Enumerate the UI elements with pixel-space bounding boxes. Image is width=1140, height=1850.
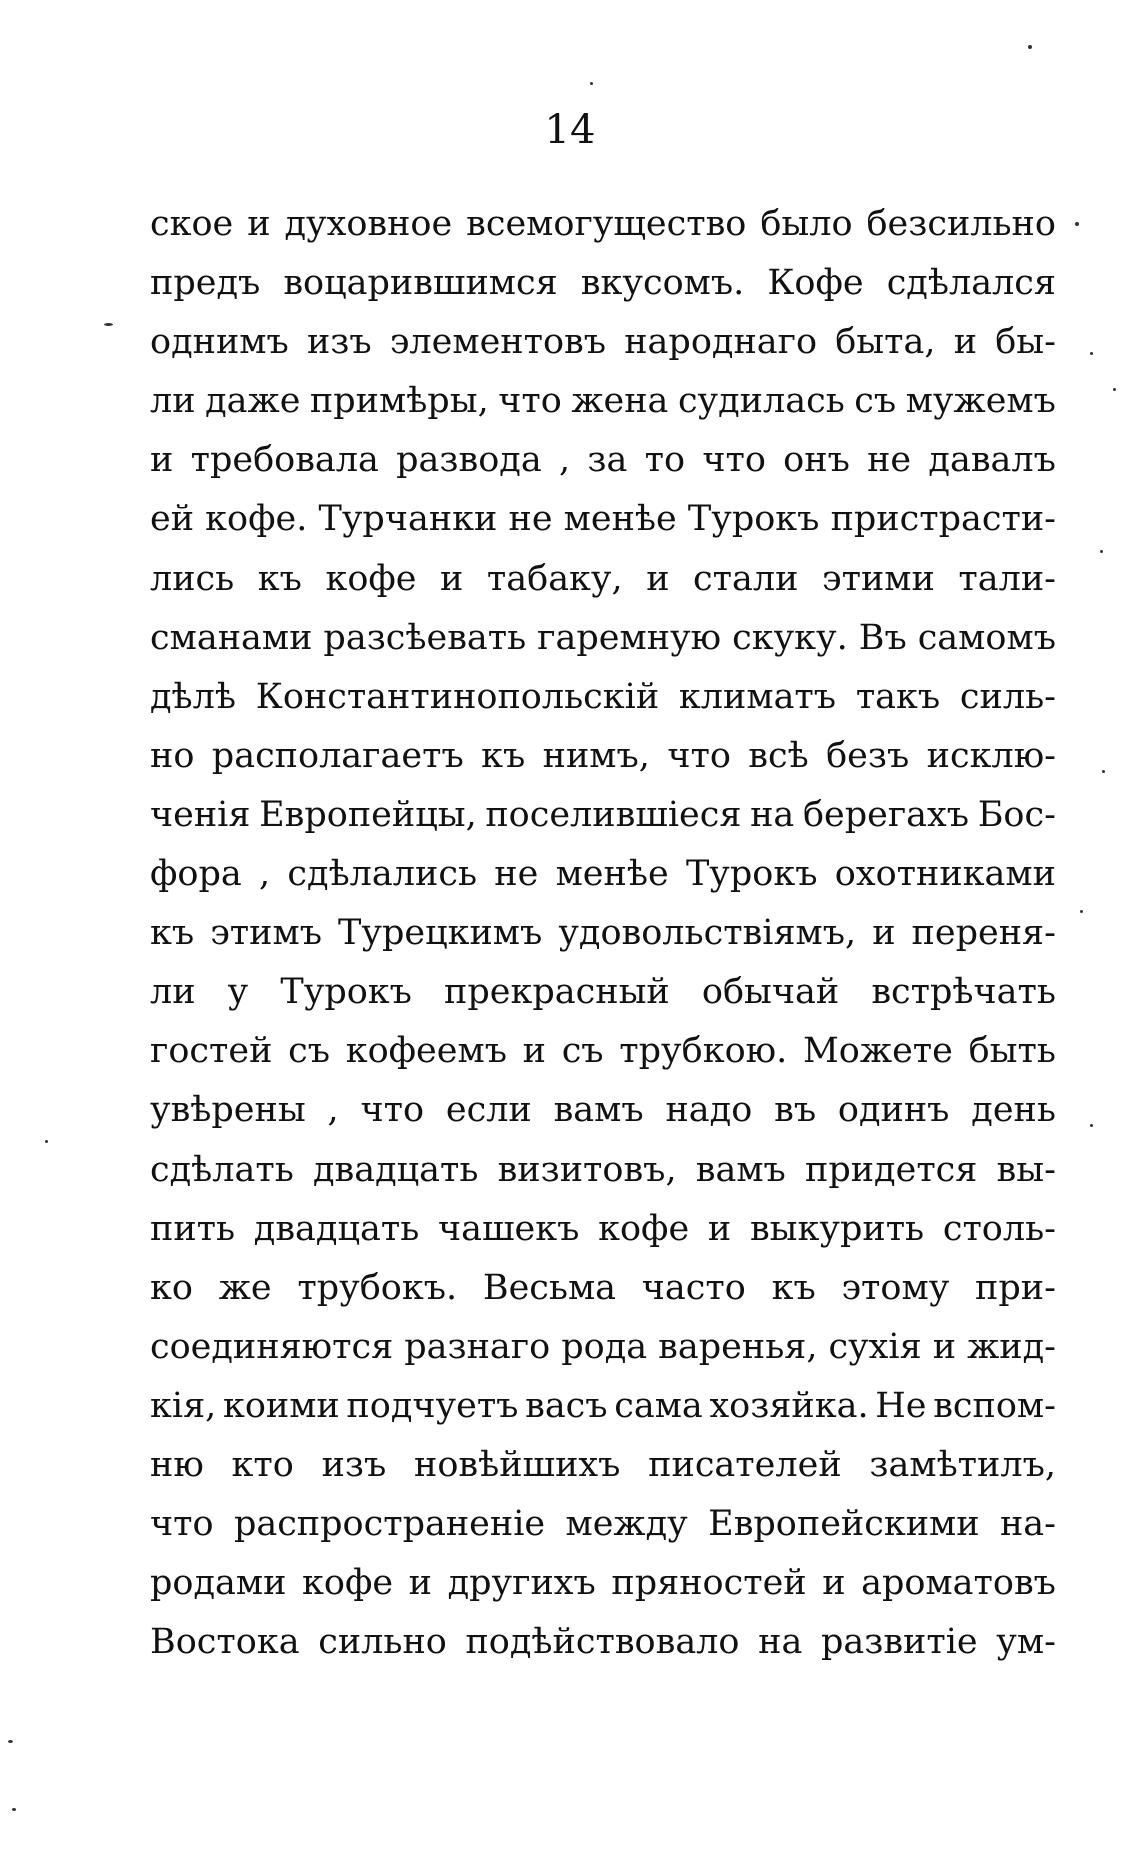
word: увѣрены <box>150 1090 306 1131</box>
word: , <box>327 1090 339 1131</box>
word: Турокъ <box>685 854 818 895</box>
word: при- <box>975 1267 1056 1308</box>
word: ко <box>150 1267 193 1308</box>
word: съ <box>561 1031 604 1072</box>
text-line <box>150 727 1056 786</box>
word: Турецкимъ <box>338 913 543 954</box>
word: Турокъ <box>280 972 412 1013</box>
word: лись <box>150 558 235 599</box>
text-line <box>150 1436 1056 1495</box>
word: Европейскими <box>708 1504 980 1545</box>
word: писателей <box>648 1444 842 1485</box>
word: надо <box>665 1090 753 1131</box>
word: къ <box>481 735 526 776</box>
text-line <box>150 254 1056 313</box>
text-line <box>150 1081 1056 1140</box>
word: коими <box>222 1385 340 1426</box>
word: чашекъ <box>437 1208 580 1249</box>
word: кто <box>231 1444 294 1485</box>
word: элементовъ <box>389 322 607 363</box>
word: кофе <box>598 1208 690 1249</box>
word: разнаго <box>404 1326 551 1367</box>
word: быта, <box>835 322 936 363</box>
word: и <box>408 1563 432 1604</box>
word: не <box>508 499 553 540</box>
print-speck <box>104 323 113 326</box>
word: на <box>758 1622 803 1663</box>
word: этимъ <box>210 913 322 954</box>
word: изъ <box>306 322 372 363</box>
page-number: 14 <box>544 107 596 153</box>
word: къ <box>150 913 195 954</box>
word: столь- <box>942 1208 1056 1249</box>
word: кія, <box>150 1385 217 1426</box>
word: въ <box>774 1090 817 1131</box>
text-line <box>150 963 1056 1022</box>
word: охотниками <box>834 854 1056 895</box>
word: къ <box>257 558 302 599</box>
print-speck <box>1080 910 1083 913</box>
word: судилась <box>677 381 845 422</box>
text-line <box>150 786 1056 845</box>
text-line <box>150 1495 1056 1554</box>
text-line <box>150 904 1056 963</box>
text-line <box>150 1022 1056 1081</box>
word: располагаетъ <box>211 735 464 776</box>
word: двадцать <box>253 1208 420 1249</box>
word: трубкою. <box>619 1031 788 1072</box>
word: ароматовъ <box>861 1563 1056 1604</box>
word: табаку, <box>486 558 623 599</box>
word: гаремную <box>537 617 722 658</box>
word: что <box>150 1504 214 1545</box>
word: не <box>867 440 912 481</box>
word: однимъ <box>150 322 289 363</box>
word: хозяйка. <box>709 1385 869 1426</box>
word: Турокъ <box>687 499 820 540</box>
word: было <box>760 204 853 244</box>
word: и <box>646 558 670 599</box>
text-line <box>150 1318 1056 1377</box>
word: климатъ <box>678 676 837 717</box>
word: развитіе <box>820 1622 978 1663</box>
word: быть <box>968 1031 1056 1072</box>
text-line <box>150 609 1056 668</box>
word: онъ <box>783 440 850 481</box>
word: переня- <box>911 913 1056 954</box>
word: сухія <box>828 1326 922 1367</box>
word: визитовъ, <box>497 1149 677 1190</box>
word: менѣе <box>563 499 677 540</box>
word: Весьма <box>482 1267 617 1308</box>
word: за <box>587 440 628 481</box>
word: другихъ <box>447 1563 596 1604</box>
word: народнаго <box>624 322 818 363</box>
word: развода <box>396 440 542 481</box>
word: и <box>872 913 896 954</box>
word: рода <box>561 1326 648 1367</box>
word: удовольствіямъ, <box>558 913 857 954</box>
word: новѣйшихъ <box>414 1444 621 1485</box>
word: вкусомъ. <box>580 263 745 304</box>
word: на <box>750 794 795 835</box>
word: сама <box>614 1385 703 1426</box>
word: даже <box>205 381 301 422</box>
word: кофе <box>302 1563 394 1604</box>
word: съ <box>288 1031 330 1072</box>
word: и <box>440 558 464 599</box>
text-line <box>150 490 1056 549</box>
word: стали <box>693 558 799 599</box>
word: , <box>259 854 271 895</box>
word: сдѣлать <box>150 1149 294 1190</box>
word: безсильно <box>866 204 1056 244</box>
word: одинъ <box>837 1090 950 1131</box>
word: гостей <box>150 1031 273 1072</box>
text-line <box>150 668 1056 727</box>
word: подчуетъ <box>346 1385 519 1426</box>
word: жена <box>571 381 669 422</box>
word: подѣйствовало <box>465 1622 740 1663</box>
word: и <box>707 1208 732 1249</box>
print-speck <box>1075 222 1079 226</box>
print-speck <box>1028 45 1032 49</box>
word: примѣры, <box>309 381 489 422</box>
word: то <box>644 440 686 481</box>
text-line <box>150 1377 1056 1436</box>
word: прекрасный <box>444 972 670 1013</box>
word: всѣ <box>748 735 809 776</box>
word: Востока <box>150 1622 300 1663</box>
word: сдѣлался <box>886 263 1056 304</box>
word: давалъ <box>928 440 1056 481</box>
word: пристрасти- <box>830 499 1056 540</box>
word: такъ <box>855 676 941 717</box>
word: и <box>522 1031 546 1072</box>
word: духовное <box>284 204 453 244</box>
word: исклю- <box>926 735 1056 776</box>
word: и <box>932 1326 957 1367</box>
word: изъ <box>321 1444 387 1485</box>
word: Бос- <box>977 794 1056 835</box>
word: не <box>494 854 539 895</box>
word: вамъ <box>695 1149 786 1190</box>
word: этими <box>821 558 935 599</box>
word: распространеніе <box>233 1504 546 1545</box>
word: на- <box>999 1504 1056 1545</box>
word: обычай <box>701 972 840 1013</box>
word: кофе <box>325 558 417 599</box>
word: и <box>150 440 174 481</box>
print-speck <box>8 1740 13 1743</box>
word: фора <box>150 854 242 895</box>
word: поселившіеся <box>485 794 742 835</box>
word: варенья, <box>658 1326 818 1367</box>
word: и <box>247 204 271 244</box>
word: разсѣевать <box>323 617 527 658</box>
word: придется <box>805 1149 978 1190</box>
word: что <box>498 381 562 422</box>
word: кофеемъ <box>345 1031 507 1072</box>
word: скуку. <box>732 617 848 658</box>
word: Въ <box>858 617 907 658</box>
word: ум- <box>996 1622 1056 1663</box>
word: ское <box>150 204 234 244</box>
print-speck <box>12 1808 16 1811</box>
text-line <box>150 313 1056 372</box>
word: предъ <box>150 263 261 304</box>
word: вамъ <box>553 1090 644 1131</box>
print-speck <box>1100 550 1103 553</box>
word: безъ <box>826 735 910 776</box>
print-speck <box>590 82 593 85</box>
word: силь- <box>959 676 1056 717</box>
word: Можете <box>802 1031 953 1072</box>
word: выкурить <box>749 1208 925 1249</box>
word: соединяются <box>150 1326 394 1367</box>
text-line <box>150 550 1056 609</box>
text-line <box>150 195 1056 254</box>
word: дѣлѣ <box>150 676 236 717</box>
body-text <box>150 195 1056 1672</box>
word: жид- <box>967 1326 1056 1367</box>
text-line <box>150 372 1056 431</box>
word: , <box>558 440 571 481</box>
print-speck <box>45 1140 48 1143</box>
word: часто <box>641 1267 746 1308</box>
word: всемогущество <box>466 204 747 244</box>
word: встрѣчать <box>871 972 1056 1013</box>
print-speck <box>1090 1124 1093 1127</box>
word: Турчанки <box>318 499 498 540</box>
print-speck <box>1102 770 1105 773</box>
text-line <box>150 1259 1056 1318</box>
word: бы- <box>995 322 1056 363</box>
word: нимъ, <box>542 735 650 776</box>
word: сманами <box>150 617 313 658</box>
word: между <box>565 1504 688 1545</box>
word: трубокъ. <box>297 1267 458 1308</box>
word: если <box>445 1090 532 1131</box>
word: день <box>971 1090 1056 1131</box>
text-line <box>150 1613 1056 1672</box>
word: воцарившимся <box>283 263 558 304</box>
word: съ <box>854 381 897 422</box>
text-line <box>150 1200 1056 1259</box>
word: вы- <box>996 1149 1056 1190</box>
text-line <box>150 845 1056 904</box>
word: замѣтилъ, <box>869 1444 1056 1485</box>
word: и <box>822 1563 846 1604</box>
word: ли <box>150 972 196 1013</box>
word: пить <box>150 1208 236 1249</box>
word: родами <box>150 1563 287 1604</box>
print-speck <box>1113 388 1116 391</box>
text-line <box>150 1554 1056 1613</box>
word: что <box>360 1090 425 1131</box>
print-speck <box>1090 352 1093 355</box>
word: васъ <box>525 1385 608 1426</box>
word: самомъ <box>917 617 1056 658</box>
word: берегахъ <box>802 794 970 835</box>
word: ченія <box>150 794 251 835</box>
word: требовала <box>190 440 379 481</box>
word: Кофе <box>767 263 864 304</box>
word: вспом- <box>933 1385 1056 1426</box>
word: ню <box>150 1444 204 1485</box>
word: пряностей <box>611 1563 807 1604</box>
word: мужемъ <box>905 381 1056 422</box>
word: сильно <box>318 1622 447 1663</box>
word: Константинопольскій <box>255 676 660 717</box>
word: Европейцы, <box>259 794 477 835</box>
word: кофе. <box>205 499 308 540</box>
word: ли <box>150 381 196 422</box>
word: и <box>953 322 978 363</box>
word: что <box>667 735 731 776</box>
text-line <box>150 1141 1056 1200</box>
word: двадцать <box>312 1149 479 1190</box>
word: Не <box>875 1385 927 1426</box>
word: сдѣлались <box>287 854 477 895</box>
word: этому <box>841 1267 950 1308</box>
word: ей <box>150 499 195 540</box>
word: но <box>150 735 195 776</box>
word: менѣе <box>555 854 669 895</box>
word: же <box>218 1267 272 1308</box>
word: у <box>227 972 249 1013</box>
text-line <box>150 431 1056 490</box>
word: что <box>702 440 766 481</box>
word: тали- <box>958 558 1056 599</box>
word: къ <box>771 1267 816 1308</box>
